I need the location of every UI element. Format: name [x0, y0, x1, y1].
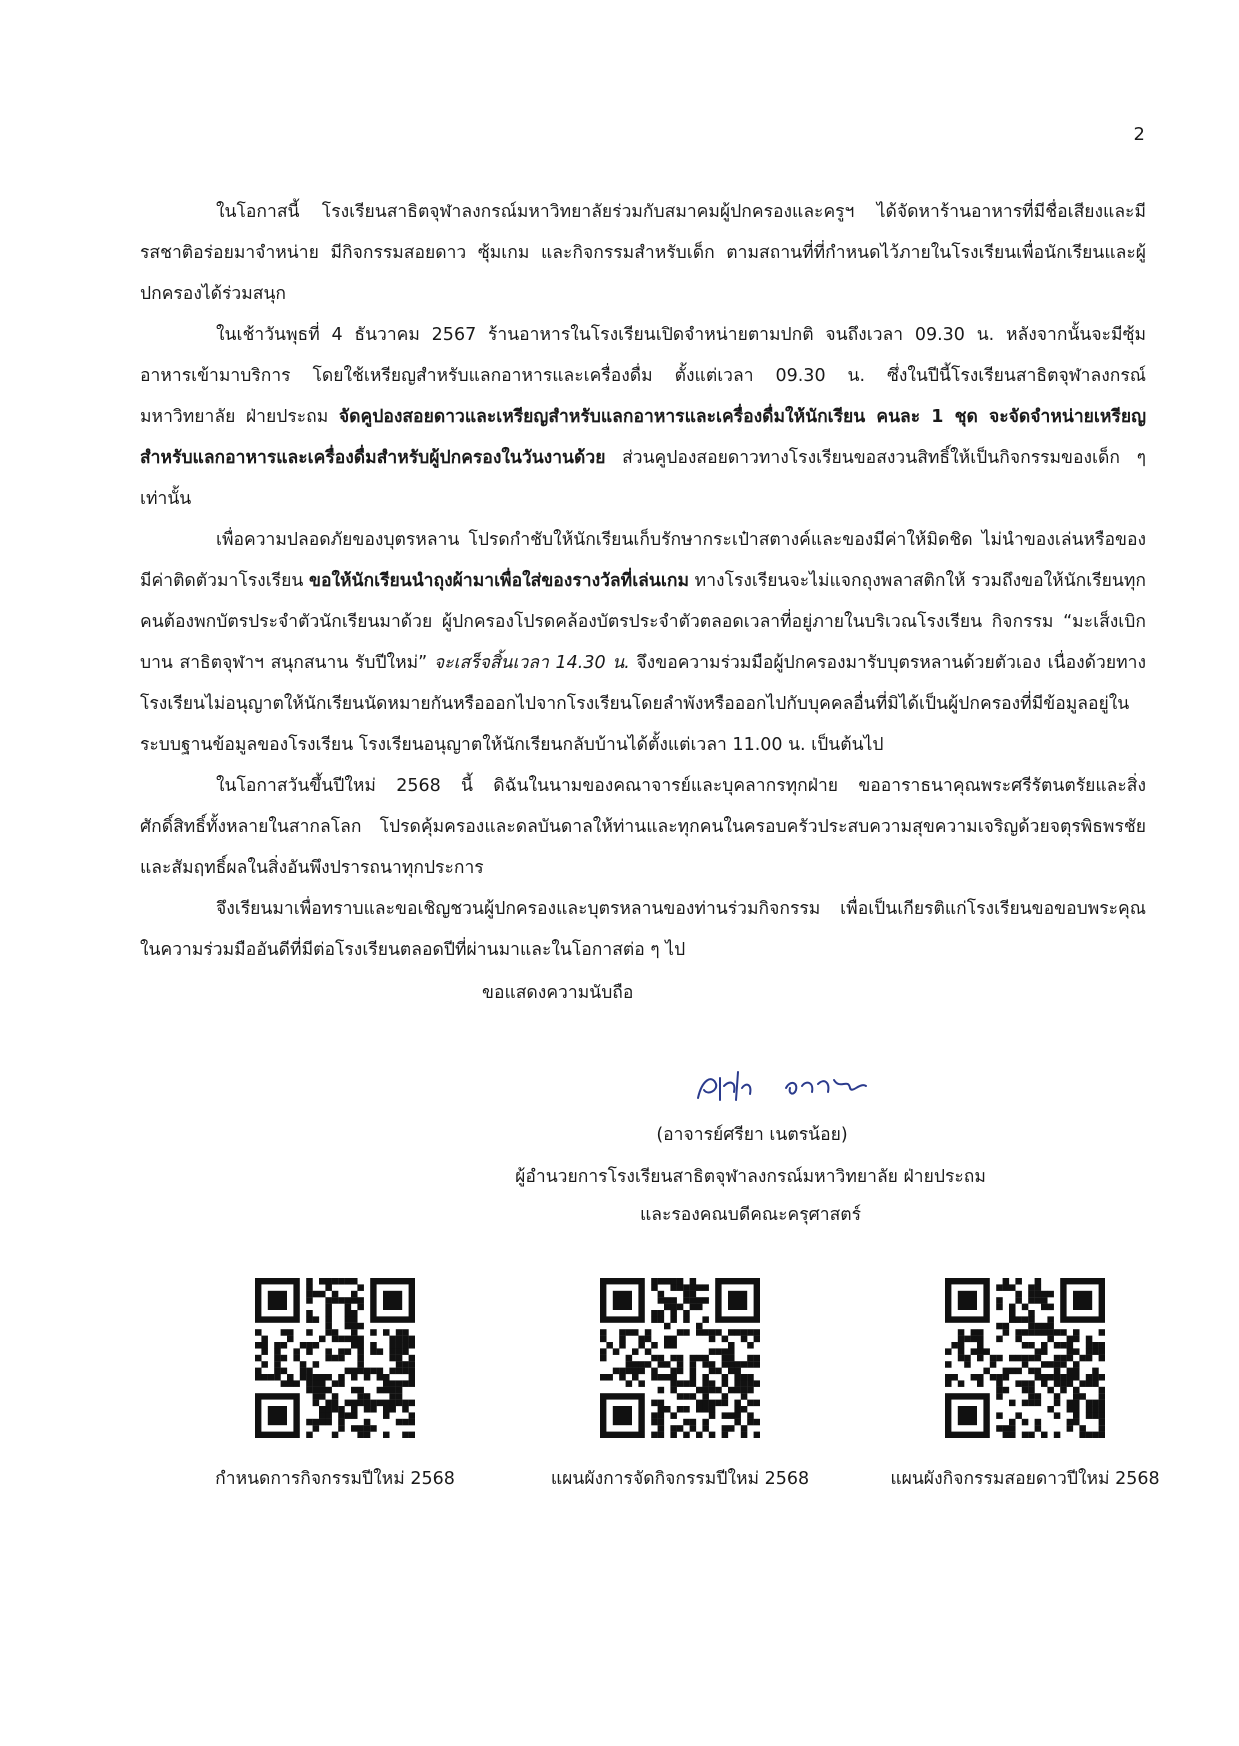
qr-code-icon [255, 1278, 415, 1438]
paragraph-1-text: ในโอกาสนี้ โรงเรียนสาธิตจุฬาลงกรณ์มหาวิทยาลัยร่วมกับสมาคมผู้ปกครองและครูฯ ได้จัดหาร้านอาหารที่มีชื่อเสียงและมีรสชาติอร่อยมาจำหน่าย มีกิจกรรมสอยดาว ซุ้มเกม และกิจกรรมสำหรับเด็ก ตามสถานที่ที่กำหนดไว้ภายในโรงเรียนเพื่อนักเรียนและผู้ปกครองได้ร่วมสนุก [140, 202, 1146, 304]
paragraph-3 [140, 520, 1146, 766]
paragraph-3-bold: ขอให้นักเรียนนำถุงผ้ามาเพื่อใส่ของรางวัลที่เล่นเกม [308, 571, 689, 591]
qr-block-star-picking [875, 1278, 1175, 1492]
qr-caption-star-picking: แผนผังกิจกรรมสอยดาวปีใหม่ 2568 [890, 1469, 1160, 1489]
paragraph-5 [140, 889, 1146, 971]
qr-caption-layout: แผนผังการจัดกิจกรรมปีใหม่ 2568 [550, 1469, 810, 1489]
qr-code-icon [600, 1278, 760, 1438]
salutation: ขอแสดงความนับถือ [482, 983, 634, 1003]
paragraph-5-text: จึงเรียนมาเพื่อทราบและขอเชิญชวนผู้ปกครองและบุตรหลานของท่านร่วมกิจกรรม เพื่อเป็นเกียรติแก่โรงเรียนขอขอบพระคุณในความร่วมมืออันดีที่มีต่อโรงเรียนตลอดปีที่ผ่านมาและในโอกาสต่อ ๆ ไป [140, 899, 1146, 960]
paragraph-1 [140, 192, 1146, 315]
paragraph-3-tail: จึงขอความร่วมมือผู้ปกครองมารับบุตรหลานด้วยตัวเอง เนื่องด้วยทางโรงเรียนไม่อนุญาตให้นักเรียนนัดหมายกันหรือออกไปจากโรงเรียนโดยลำพังหรือออกไปกับบุคคลอื่นที่มิได้เป็นผู้ปกครองที่มีข้อมูลอยู่ในระบบฐานข้อมูลของโรงเรียน โรงเรียนอนุญาตให้นักเรียนกลับบ้านได้ตั้งแต่เวลา 11.00 น. เป็นต้นไป [140, 653, 1146, 755]
paragraph-2-tail: ส่วนคูปองสอยดาวทางโรงเรียนขอสงวนสิทธิ์ให้เป็นกิจกรรมของเด็ก ๆ เท่านั้น [140, 448, 1146, 509]
paragraph-2-text: ในเช้าวันพุธที่ 4 ธันวาคม 2567 ร้านอาหารในโรงเรียนเปิดจำหน่ายตามปกติ จนถึงเวลา 09.30 น. หลังจากนั้นจะมีซุ้มอาหารเข้ามาบริการ โดยใช้เหรียญสำหรับแลกอาหารและเครื่องดื่ม ตั้งแต่เวลา 09.30 น. ซึ่งในปีนี้โรงเรียนสาธิตจุฬาลงกรณ์มหาวิทยาลัย ฝ่ายประถม [140, 325, 1146, 427]
signatory-name: (อาจารย์ศรียา เนตรน้อย) [656, 1125, 848, 1145]
paragraph-2-bold: จัดคูปองสอยดาวและเหรียญสำหรับแลกอาหารและเครื่องดื่มให้นักเรียน คนละ 1 ชุด จะจัดจำหน่ายเหรียญสำหรับแลกอาหารและเครื่องดื่มสำหรับผู้ปกครองในวันงานด้วย [140, 407, 1146, 468]
page-number: 2 [1133, 124, 1145, 145]
qr-caption-schedule: กำหนดการกิจกรรมปีใหม่ 2568 [215, 1469, 455, 1489]
letter-body [140, 192, 1146, 971]
paragraph-3-text: เพื่อความปลอดภัยของบุตรหลาน โปรดกำชับให้นักเรียนเก็บรักษากระเป๋าสตางค์และของมีค่าให้มิดชิด ไม่นำของเล่นหรือของมีค่าติดตัวมาโรงเรียน [140, 530, 1146, 591]
paragraph-4 [140, 766, 1146, 889]
qr-block-layout [530, 1278, 830, 1492]
signatory-title-2: และรองคณบดีคณะครุศาสตร์ [639, 1205, 862, 1225]
qr-block-schedule [185, 1278, 485, 1492]
paragraph-4-text: ในโอกาสวันขึ้นปีใหม่ 2568 นี้ ดิฉันในนามของคณาจารย์และบุคลากรทุกฝ่าย ขออาราธนาคุณพระศรีรัตนตรัยและสิ่งศักดิ์สิทธิ์ทั้งหลายในสากลโลก โปรดคุ้มครองและดลบันดาลให้ท่านและทุกคนในครอบครัวประสบความสุขความเจริญด้วยจตุรพิธพรชัยและสัมฤทธิ์ผลในสิ่งอันพึงปรารถนาทุกประการ [140, 776, 1146, 878]
signature-image [690, 1060, 890, 1110]
signatory-title: ผู้อำนวยการโรงเรียนสาธิตจุฬาลงกรณ์มหาวิทยาลัย ฝ่ายประถม [515, 1167, 986, 1187]
paragraph-3-italic: จะเสร็จสิ้นเวลา 14.30 น. [433, 653, 630, 673]
qr-code-icon [945, 1278, 1105, 1438]
paragraph-3-mid: ทางโรงเรียนจะไม่แจกถุงพลาสติกให้ รวมถึงขอให้นักเรียนทุกคนต้องพกบัตรประจำตัวนักเรียนมาด้วย ผู้ปกครองโปรดคล้องบัตรประจำตัวตลอดเวลาที่อยู่ภายในบริเวณโรงเรียน กิจกรรม “มะเส็งเบิกบาน สาธิตจุฬาฯ สนุกสนาน รับปีใหม่” [140, 571, 1146, 673]
paragraph-2 [140, 315, 1146, 520]
